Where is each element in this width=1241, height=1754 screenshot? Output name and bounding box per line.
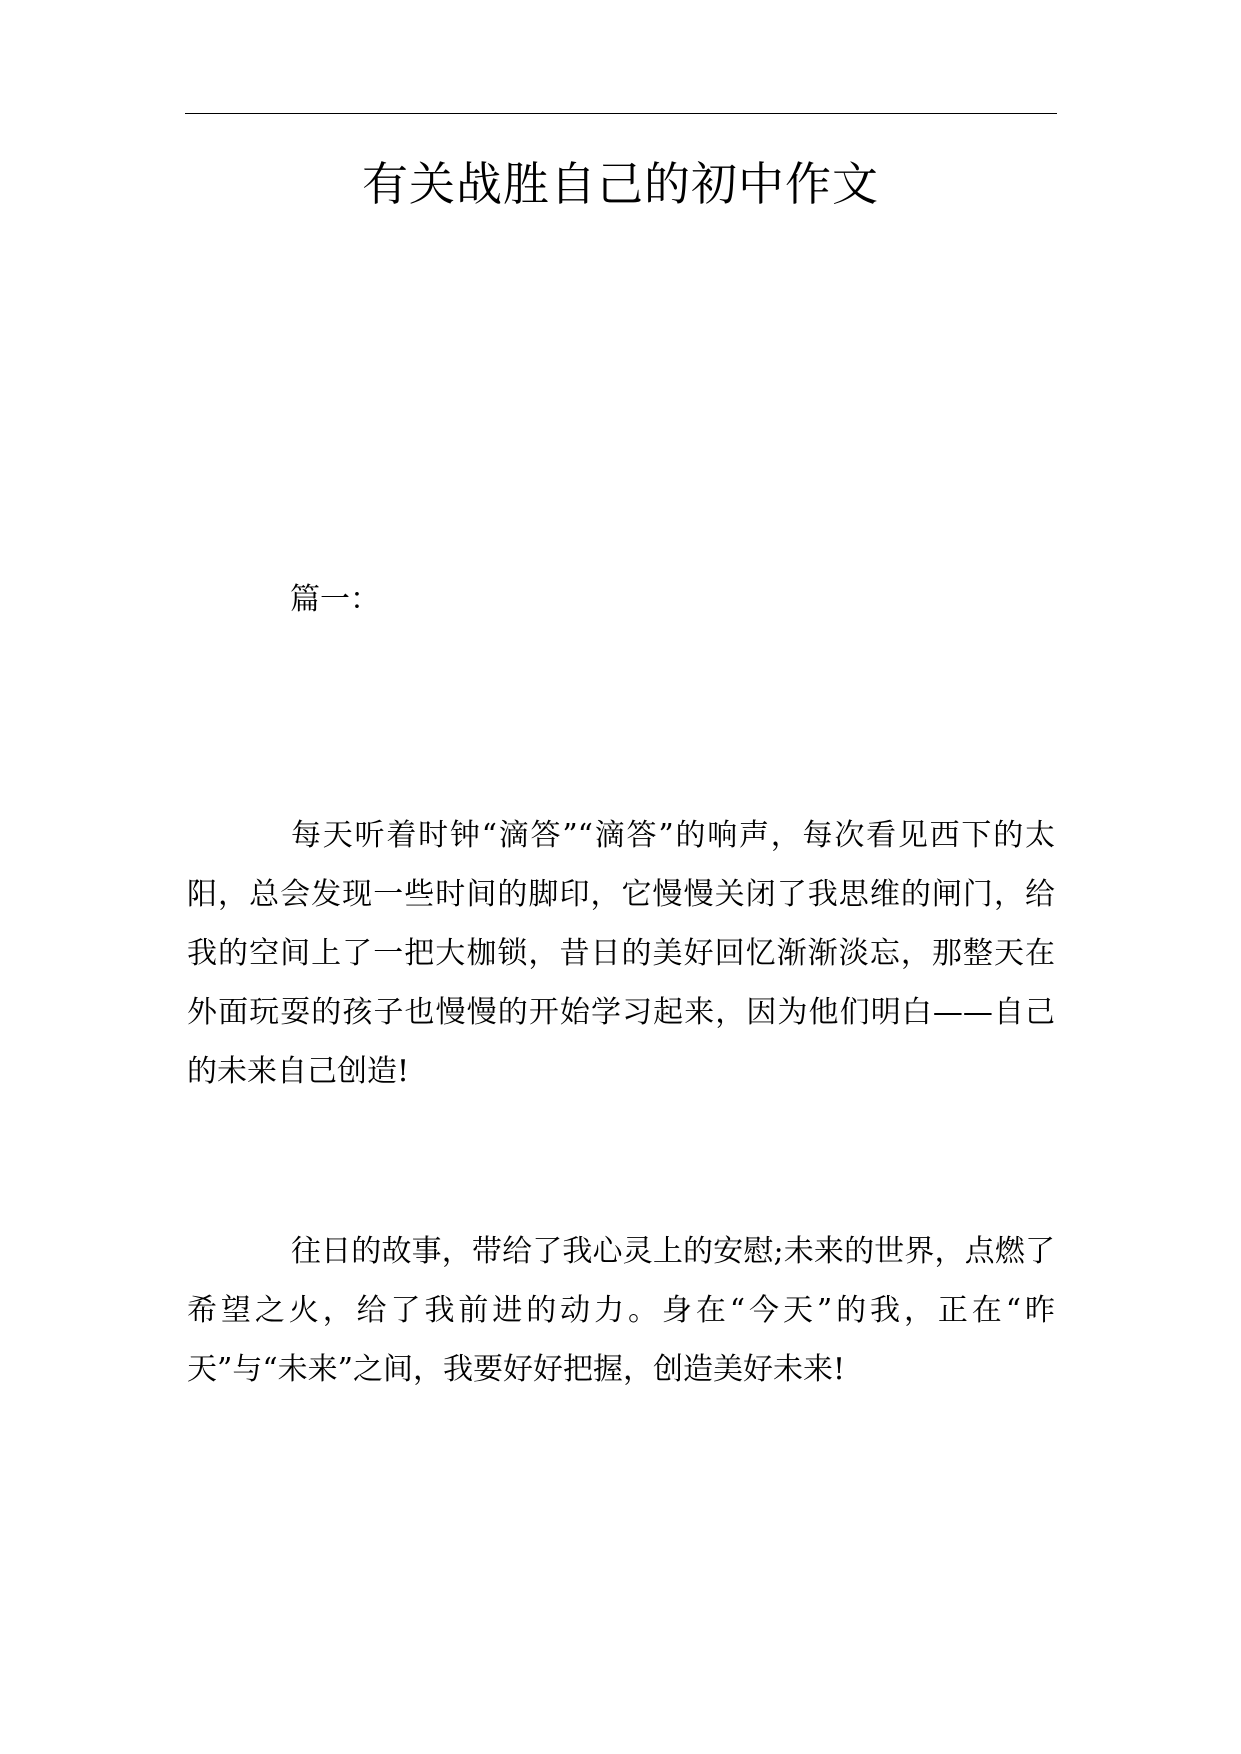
paragraph-1: 每天听着时钟“滴答”“滴答”的响声，每次看见西下的太阳，总会发现一些时间的脚印，它慢慢关闭了我思维的闸门，给我的空间上了一把大枷锁，昔日的美好回忆渐渐淡忘，那整天在外面玩耍的孩子也慢慢的开始学习起来，因为他们明白——自己的未来自己创造!	[187, 818, 1055, 1089]
header-rule	[185, 113, 1057, 114]
document-title: 有关战胜自己的初中作文	[362, 157, 879, 211]
paragraph-2: 往日的故事，带给了我心灵上的安慰;未来的世界，点燃了希望之火，给了我前进的动力。身在“今天”的我，正在“昨天”与“未来”之间，我要好好把握，创造美好未来!	[187, 1234, 1055, 1387]
section-label: 篇一：	[290, 582, 380, 617]
